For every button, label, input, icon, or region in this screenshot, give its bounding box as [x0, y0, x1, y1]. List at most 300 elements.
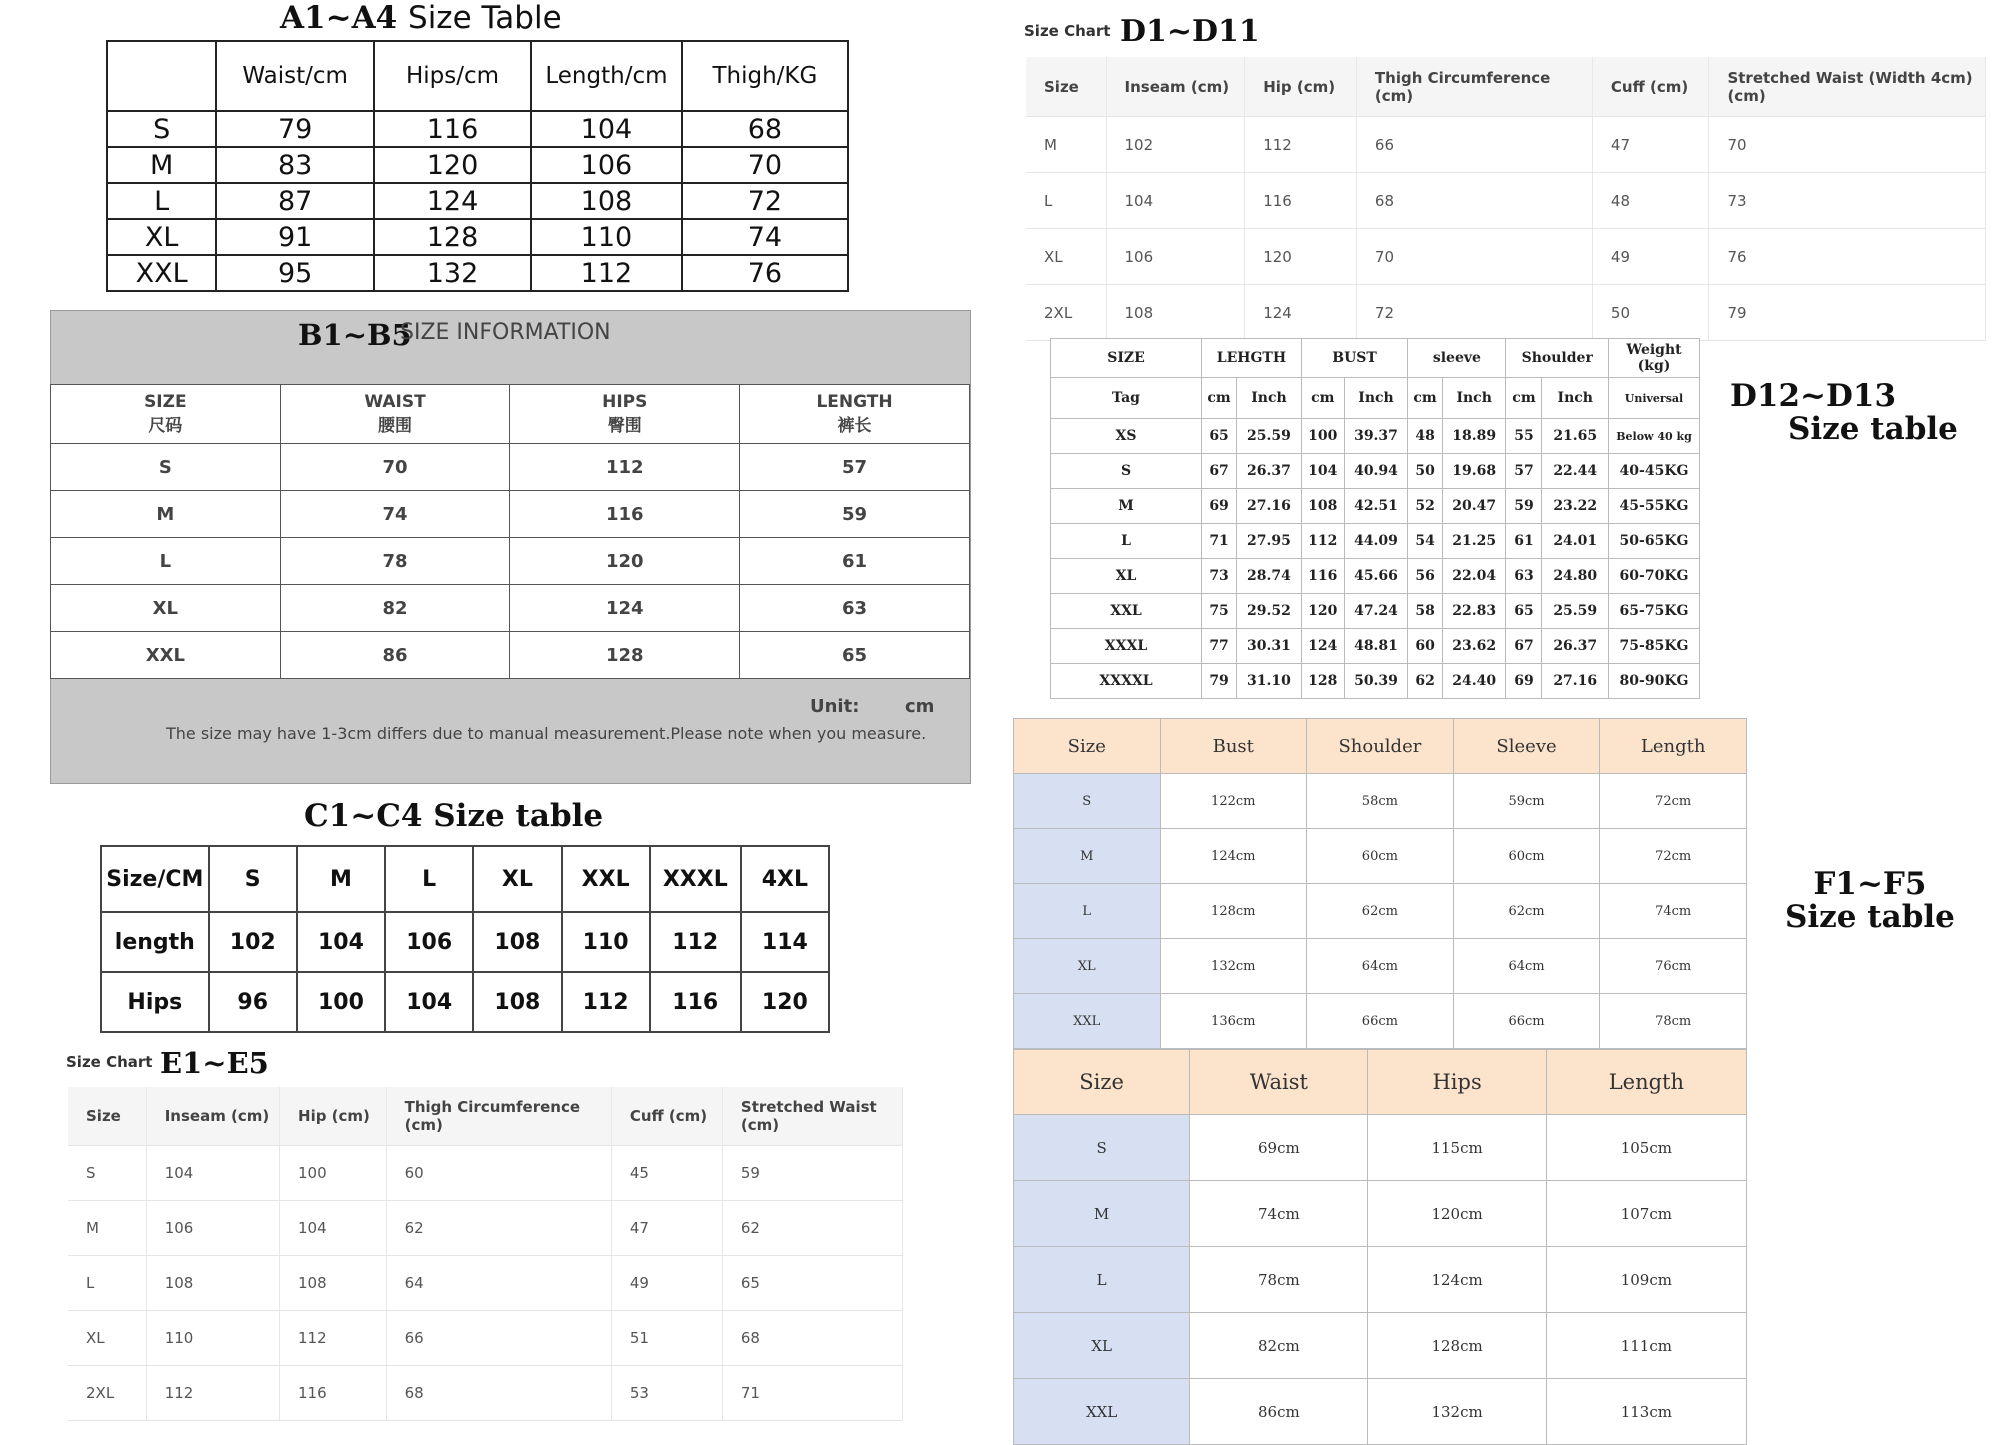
table-cell: 100: [297, 972, 385, 1032]
table-cell: length: [101, 912, 209, 972]
table-cell: 132: [374, 255, 531, 291]
column-header-en: HIPS: [602, 392, 648, 412]
table-cell: 27.95: [1237, 524, 1302, 559]
column-header: [107, 41, 216, 111]
table-cell: 59: [1506, 489, 1542, 524]
table-row: [1026, 229, 1986, 285]
table-cell: 106: [385, 912, 473, 972]
table-cell: 70: [280, 444, 510, 491]
table-cell: 75-85KG: [1609, 629, 1700, 664]
table-cell: 120: [1245, 229, 1357, 285]
table-cell: 82cm: [1190, 1313, 1368, 1379]
table-cell: 62: [1408, 664, 1443, 699]
table-cell: 124cm: [1160, 829, 1307, 884]
table-cell: 80-90KG: [1609, 664, 1700, 699]
column-header: Hips/cm: [374, 41, 531, 111]
table-cell: 59: [722, 1146, 902, 1201]
sub-header: Tag: [1051, 378, 1202, 419]
table-cell: M: [68, 1201, 146, 1256]
table-cell: 40-45KG: [1609, 454, 1700, 489]
sub-header: cm: [1506, 378, 1542, 419]
table-cell: 116: [510, 491, 740, 538]
table-row: [1051, 419, 1700, 454]
size-table-b-unit-value: cm: [905, 696, 935, 717]
table-cell: 42.51: [1344, 489, 1408, 524]
column-header: M: [297, 846, 385, 912]
column-header: 4XL: [741, 846, 829, 912]
table-cell: 116: [374, 111, 531, 147]
table-cell: 60: [1408, 629, 1443, 664]
table-cell: 78cm: [1600, 994, 1747, 1049]
table-cell: 128: [1301, 664, 1344, 699]
table-cell: 115cm: [1368, 1115, 1546, 1181]
column-header: L: [385, 846, 473, 912]
table-cell: S: [1051, 454, 1202, 489]
table-row: [1014, 1115, 1747, 1181]
sub-header: Inch: [1542, 378, 1609, 419]
table-cell: M: [1051, 489, 1202, 524]
table-cell: 71: [1202, 524, 1237, 559]
header-row: [1014, 719, 1747, 774]
table-cell: 128cm: [1368, 1313, 1546, 1379]
size-table-b-code: B1~B5: [298, 318, 412, 352]
size-table-b-subtitle: SIZE INFORMATION: [400, 320, 611, 345]
column-header: Length: [1546, 1050, 1746, 1115]
table-cell: 71: [722, 1366, 902, 1421]
table-cell: 95: [216, 255, 374, 291]
table-cell: L: [51, 538, 281, 585]
table-row: [1051, 524, 1700, 559]
column-header: [740, 385, 970, 444]
group-header: BUST: [1301, 339, 1408, 378]
table-cell: 104: [146, 1146, 279, 1201]
table-row: [1026, 117, 1986, 173]
sub-header-row: [1051, 378, 1700, 419]
table-cell: 20.47: [1442, 489, 1506, 524]
column-header: Inseam (cm): [146, 1087, 279, 1146]
table-cell: 112: [531, 255, 682, 291]
table-cell: 124cm: [1368, 1247, 1546, 1313]
table-cell: 66: [1356, 117, 1592, 173]
table-cell: L: [68, 1256, 146, 1311]
column-header: Cuff (cm): [1592, 57, 1709, 117]
table-cell: 47: [1592, 117, 1709, 173]
table-row: [51, 491, 970, 538]
table-cell: 70: [1709, 117, 1986, 173]
table-cell: M: [1014, 829, 1161, 884]
table-cell: 120: [510, 538, 740, 585]
table-cell: 72cm: [1600, 774, 1747, 829]
header-row: [68, 1087, 903, 1146]
table-cell: 136cm: [1160, 994, 1307, 1049]
table-cell: 116: [1245, 173, 1357, 229]
table-cell: 62: [386, 1201, 611, 1256]
table-cell: 65: [1506, 594, 1542, 629]
size-table-d2: [1050, 338, 1700, 699]
table-cell: 77: [1202, 629, 1237, 664]
table-cell: 65: [1202, 419, 1237, 454]
table-cell: 120: [374, 147, 531, 183]
table-cell: 50-65KG: [1609, 524, 1700, 559]
column-header: Waist/cm: [216, 41, 374, 111]
column-header: Length/cm: [531, 41, 682, 111]
table-cell: 124: [1245, 285, 1357, 341]
table-cell: 124: [510, 585, 740, 632]
table-cell: 73: [1202, 559, 1237, 594]
column-header: Hip (cm): [1245, 57, 1357, 117]
column-header-zh: 裤长: [837, 416, 872, 436]
table-row: [1051, 454, 1700, 489]
table-row: [101, 912, 829, 972]
table-cell: L: [1014, 1247, 1190, 1313]
table-cell: XXL: [1051, 594, 1202, 629]
table-cell: 58: [1408, 594, 1443, 629]
table-cell: 22.44: [1542, 454, 1609, 489]
sub-header: Inch: [1237, 378, 1302, 419]
size-table-f-tops: [1013, 718, 1747, 1049]
table-row: [1014, 884, 1747, 939]
table-cell: 47.24: [1344, 594, 1408, 629]
table-cell: 102: [1106, 117, 1245, 173]
table-cell: 63: [1506, 559, 1542, 594]
column-header: [510, 385, 740, 444]
table-cell: 104: [1301, 454, 1344, 489]
table-cell: 104: [531, 111, 682, 147]
table-cell: 22.83: [1442, 594, 1506, 629]
column-header: Bust: [1160, 719, 1307, 774]
table-cell: 108: [473, 912, 561, 972]
size-chart-e: [68, 1087, 903, 1421]
table-cell: 112: [650, 912, 741, 972]
sub-header: Universal: [1609, 378, 1700, 419]
table-cell: S: [68, 1146, 146, 1201]
table-cell: L: [1026, 173, 1106, 229]
table-cell: 65: [740, 632, 970, 679]
table-cell: 66: [386, 1311, 611, 1366]
table-row: [1051, 489, 1700, 524]
column-header-en: WAIST: [364, 392, 426, 412]
table-cell: 62: [722, 1201, 902, 1256]
table-cell: 65: [722, 1256, 902, 1311]
table-cell: 110: [531, 219, 682, 255]
column-header: Size: [1014, 1050, 1190, 1115]
table-cell: 27.16: [1542, 664, 1609, 699]
table-cell: M: [1026, 117, 1106, 173]
table-cell: 112: [510, 444, 740, 491]
table-cell: 69cm: [1190, 1115, 1368, 1181]
table-cell: 83: [216, 147, 374, 183]
table-cell: 50.39: [1344, 664, 1408, 699]
sub-header: cm: [1202, 378, 1237, 419]
table-cell: 128: [510, 632, 740, 679]
table-cell: 21.25: [1442, 524, 1506, 559]
column-header: Sleeve: [1453, 719, 1600, 774]
table-cell: 66cm: [1307, 994, 1454, 1049]
table-cell: 24.40: [1442, 664, 1506, 699]
header-row: [101, 846, 829, 912]
table-cell: 64cm: [1453, 939, 1600, 994]
table-cell: 58cm: [1307, 774, 1454, 829]
size-chart-d-title: D1~D11: [1120, 14, 1260, 49]
table-cell: XL: [1026, 229, 1106, 285]
table-cell: 31.10: [1237, 664, 1302, 699]
column-header: Thigh Circumference (cm): [386, 1087, 611, 1146]
table-cell: 79: [1202, 664, 1237, 699]
table-cell: 23.62: [1442, 629, 1506, 664]
table-row: [1051, 594, 1700, 629]
table-cell: 60: [386, 1146, 611, 1201]
table-cell: 108: [1301, 489, 1344, 524]
table-row: [1014, 1247, 1747, 1313]
size-chart-d: [1026, 57, 1986, 341]
table-cell: Below 40 kg: [1609, 419, 1700, 454]
table-cell: 61: [1506, 524, 1542, 559]
table-cell: 76: [1709, 229, 1986, 285]
table-cell: 86cm: [1190, 1379, 1368, 1445]
table-cell: 116: [650, 972, 741, 1032]
table-cell: XXL: [1014, 994, 1161, 1049]
column-header: Thigh/KG: [682, 41, 848, 111]
table-cell: 60cm: [1453, 829, 1600, 884]
size-table-f-code: F1~F5: [1813, 866, 1927, 902]
table-cell: 2XL: [1026, 285, 1106, 341]
table-row: [1051, 664, 1700, 699]
table-cell: 39.37: [1344, 419, 1408, 454]
column-header: [280, 385, 510, 444]
size-table-a-title: [280, 0, 562, 36]
table-row: [68, 1311, 903, 1366]
table-cell: 107cm: [1546, 1181, 1746, 1247]
table-cell: 52: [1408, 489, 1443, 524]
group-header: Weight (kg): [1609, 339, 1700, 378]
table-cell: 75: [1202, 594, 1237, 629]
table-row: [68, 1366, 903, 1421]
table-cell: 53: [611, 1366, 722, 1421]
table-cell: 30.31: [1237, 629, 1302, 664]
column-header-en: LENGTH: [816, 392, 893, 412]
table-row: [1051, 559, 1700, 594]
table-cell: 91: [216, 219, 374, 255]
table-cell: 116: [1301, 559, 1344, 594]
table-row: [107, 219, 848, 255]
table-cell: 112: [562, 972, 650, 1032]
table-cell: 51: [611, 1311, 722, 1366]
table-cell: 26.37: [1542, 629, 1609, 664]
column-header: S: [209, 846, 297, 912]
table-cell: 25.59: [1542, 594, 1609, 629]
size-table-c: [100, 845, 830, 1033]
table-row: [51, 585, 970, 632]
table-cell: 110: [146, 1311, 279, 1366]
table-cell: XL: [1014, 939, 1161, 994]
table-cell: 120: [1301, 594, 1344, 629]
table-cell: S: [107, 111, 216, 147]
table-cell: XXXXL: [1051, 664, 1202, 699]
table-cell: 59: [740, 491, 970, 538]
table-cell: 120cm: [1368, 1181, 1546, 1247]
table-cell: XXL: [107, 255, 216, 291]
column-header: Inseam (cm): [1106, 57, 1245, 117]
column-header: Length: [1600, 719, 1747, 774]
table-cell: L: [1014, 884, 1161, 939]
table-cell: 44.09: [1344, 524, 1408, 559]
table-cell: 72cm: [1600, 829, 1747, 884]
table-cell: 105cm: [1546, 1115, 1746, 1181]
sub-header: cm: [1408, 378, 1443, 419]
table-cell: 2XL: [68, 1366, 146, 1421]
table-cell: 59cm: [1453, 774, 1600, 829]
column-header: XL: [473, 846, 561, 912]
table-cell: 68: [1356, 173, 1592, 229]
table-cell: 108: [1106, 285, 1245, 341]
size-table-f-subtitle: Size table: [1785, 899, 1955, 935]
table-cell: 24.80: [1542, 559, 1609, 594]
table-cell: 45: [611, 1146, 722, 1201]
table-cell: 108: [280, 1256, 387, 1311]
column-header: Stretched Waist (Width 4cm) (cm): [1709, 57, 1986, 117]
column-header: Shoulder: [1307, 719, 1454, 774]
column-header-zh: 腰围: [378, 416, 413, 436]
table-row: [51, 444, 970, 491]
table-cell: 27.16: [1237, 489, 1302, 524]
table-row: [68, 1201, 903, 1256]
table-cell: 45.66: [1344, 559, 1408, 594]
column-header: Waist: [1190, 1050, 1368, 1115]
size-table-a: [106, 40, 849, 292]
size-table-b: [50, 384, 970, 679]
column-header: Stretched Waist (cm): [722, 1087, 902, 1146]
size-table-d2-subtitle: Size table: [1788, 411, 1958, 447]
table-cell: 110: [562, 912, 650, 972]
table-row: [1014, 1313, 1747, 1379]
table-row: [107, 255, 848, 291]
table-cell: 29.52: [1237, 594, 1302, 629]
table-cell: 104: [280, 1201, 387, 1256]
table-cell: XXXL: [1051, 629, 1202, 664]
table-cell: 25.59: [1237, 419, 1302, 454]
table-cell: 124: [1301, 629, 1344, 664]
table-row: [107, 147, 848, 183]
sub-header: cm: [1301, 378, 1344, 419]
table-cell: 106: [1106, 229, 1245, 285]
table-cell: L: [1051, 524, 1202, 559]
size-table-d2-code: D12~D13: [1730, 378, 1897, 414]
table-cell: 18.89: [1442, 419, 1506, 454]
size-chart-e-label: Size Chart: [66, 1053, 153, 1071]
table-cell: 62cm: [1307, 884, 1454, 939]
table-cell: 132cm: [1160, 939, 1307, 994]
column-header-en: SIZE: [144, 392, 187, 412]
group-header: LEHGTH: [1202, 339, 1302, 378]
table-cell: Hips: [101, 972, 209, 1032]
table-cell: 122cm: [1160, 774, 1307, 829]
table-cell: 104: [1106, 173, 1245, 229]
table-cell: 68: [682, 111, 848, 147]
table-cell: 48: [1592, 173, 1709, 229]
table-cell: 116: [280, 1366, 387, 1421]
table-cell: 86: [280, 632, 510, 679]
size-table-d2-title: [1730, 380, 1958, 446]
group-header: sleeve: [1408, 339, 1506, 378]
size-table-b-note: The size may have 1-3cm differs due to manual measurement.Please note when you measure.: [166, 724, 927, 743]
table-row: [107, 183, 848, 219]
table-cell: 26.37: [1237, 454, 1302, 489]
group-header: Shoulder: [1506, 339, 1609, 378]
table-cell: S: [51, 444, 281, 491]
group-header: SIZE: [1051, 339, 1202, 378]
group-header-row: [1051, 339, 1700, 378]
column-header: XXXL: [650, 846, 741, 912]
table-cell: 109cm: [1546, 1247, 1746, 1313]
table-cell: 62cm: [1453, 884, 1600, 939]
table-cell: 68: [386, 1366, 611, 1421]
table-cell: 79: [216, 111, 374, 147]
table-cell: 112: [1245, 117, 1357, 173]
column-header: Size: [1014, 719, 1161, 774]
table-row: [101, 972, 829, 1032]
table-cell: 49: [1592, 229, 1709, 285]
header-row: [1014, 1050, 1747, 1115]
size-table-a-subtitle: Size Table: [408, 0, 562, 36]
column-header: Size: [1026, 57, 1106, 117]
table-cell: 76cm: [1600, 939, 1747, 994]
table-cell: 55: [1506, 419, 1542, 454]
table-cell: 66cm: [1453, 994, 1600, 1049]
size-chart-d-label: Size Chart: [1024, 22, 1111, 40]
table-cell: 24.01: [1542, 524, 1609, 559]
table-cell: XL: [68, 1311, 146, 1366]
table-cell: 100: [280, 1146, 387, 1201]
table-cell: 104: [297, 912, 385, 972]
table-cell: 22.04: [1442, 559, 1506, 594]
table-cell: XL: [1014, 1313, 1190, 1379]
table-cell: 74: [682, 219, 848, 255]
column-header-zh: 尺码: [148, 416, 183, 436]
table-cell: 57: [1506, 454, 1542, 489]
table-cell: 60-70KG: [1609, 559, 1700, 594]
size-table-c-title: C1~C4 Size table: [304, 798, 604, 834]
table-cell: 54: [1408, 524, 1443, 559]
table-cell: 113cm: [1546, 1379, 1746, 1445]
table-cell: 61: [740, 538, 970, 585]
table-cell: 112: [280, 1311, 387, 1366]
table-cell: 21.65: [1542, 419, 1609, 454]
table-cell: 128cm: [1160, 884, 1307, 939]
table-row: [68, 1256, 903, 1311]
table-cell: XS: [1051, 419, 1202, 454]
table-cell: S: [1014, 774, 1161, 829]
table-row: [1014, 774, 1747, 829]
table-row: [68, 1146, 903, 1201]
table-row: [1026, 173, 1986, 229]
table-cell: 23.22: [1542, 489, 1609, 524]
table-cell: M: [1014, 1181, 1190, 1247]
table-cell: 74: [280, 491, 510, 538]
table-row: [1014, 994, 1747, 1049]
table-cell: 72: [682, 183, 848, 219]
table-cell: 69: [1506, 664, 1542, 699]
size-table-f-bottoms: [1013, 1049, 1747, 1445]
table-cell: 104: [385, 972, 473, 1032]
column-header: Size: [68, 1087, 146, 1146]
table-cell: 64cm: [1307, 939, 1454, 994]
table-cell: 112: [146, 1366, 279, 1421]
table-cell: 70: [1356, 229, 1592, 285]
table-cell: 64: [386, 1256, 611, 1311]
header-row: [51, 385, 970, 444]
table-row: [1014, 1379, 1747, 1445]
table-cell: S: [1014, 1115, 1190, 1181]
